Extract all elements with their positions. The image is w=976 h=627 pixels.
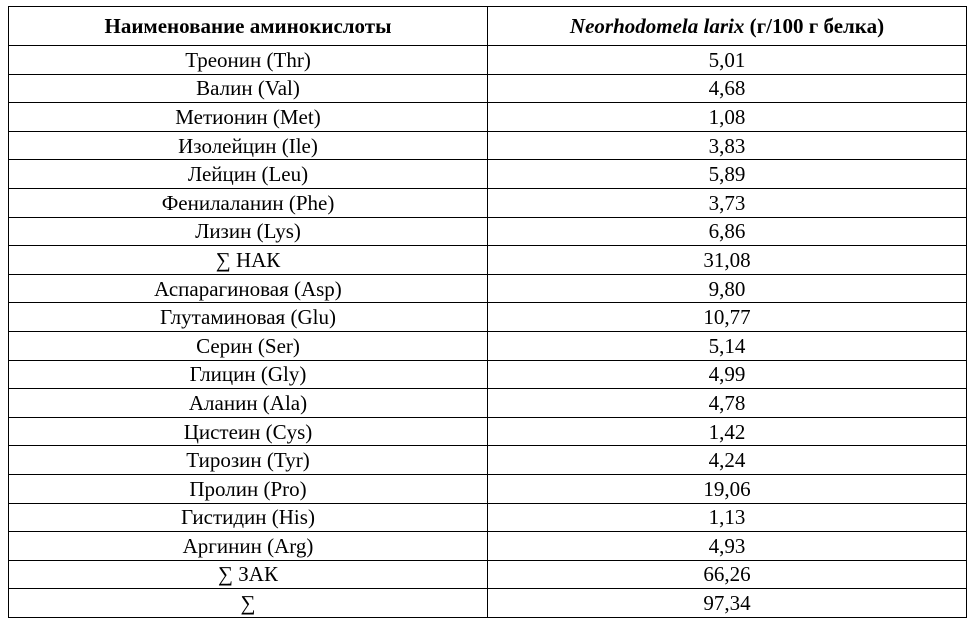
amino-acid-name-cell: Лизин (Lys) [9, 217, 488, 246]
amino-acid-name-cell: Глицин (Gly) [9, 360, 488, 389]
amino-acid-value-cell: 4,99 [488, 360, 967, 389]
header-species-content [488, 7, 967, 46]
amino-acid-value-cell: 6,86 [488, 217, 967, 246]
amino-acid-name-cell: Глутаминовая (Glu) [9, 303, 488, 332]
table-row [9, 274, 967, 303]
amino-acid-name-cell: Цистеин (Cys) [9, 417, 488, 446]
amino-acid-name-cell: Гистидин (His) [9, 503, 488, 532]
amino-acid-value-cell: 3,83 [488, 131, 967, 160]
table-row [9, 474, 967, 503]
header-amino-acid-name: Наименование аминокислоты [9, 7, 488, 46]
table-row [9, 532, 967, 561]
amino-acid-name-cell: Аспарагиновая (Asp) [9, 274, 488, 303]
table-row [9, 131, 967, 160]
table-row [9, 303, 967, 332]
amino-acid-value-cell: 5,01 [488, 46, 967, 75]
amino-acid-name-cell: Лейцин (Leu) [9, 160, 488, 189]
amino-acid-value-cell: 4,68 [488, 74, 967, 103]
amino-acid-name-cell: Серин (Ser) [9, 331, 488, 360]
amino-acid-name-cell: Аланин (Ala) [9, 389, 488, 418]
amino-acid-value-cell: 1,08 [488, 103, 967, 132]
amino-acid-value-cell: 9,80 [488, 274, 967, 303]
table-row [9, 188, 967, 217]
table-row [9, 46, 967, 75]
amino-acid-name-cell: ∑ НАК [9, 246, 488, 275]
table-row [9, 331, 967, 360]
amino-acid-name-cell: Валин (Val) [9, 74, 488, 103]
table-header [9, 7, 967, 46]
amino-acid-value-cell: 19,06 [488, 474, 967, 503]
amino-acid-name-cell: Фенилаланин (Phe) [9, 188, 488, 217]
amino-acid-table [8, 6, 967, 618]
amino-acid-name-cell: ∑ [9, 589, 488, 618]
amino-acid-name-cell: ∑ ЗАК [9, 560, 488, 589]
table-row [9, 360, 967, 389]
header-unit: (г/100 г белка) [744, 14, 885, 38]
amino-acid-name-cell: Метионин (Met) [9, 103, 488, 132]
table-row [9, 417, 967, 446]
amino-acid-value-cell: 5,14 [488, 331, 967, 360]
table-row [9, 217, 967, 246]
table-body [9, 46, 967, 618]
amino-acid-value-cell: 10,77 [488, 303, 967, 332]
amino-acid-name-cell: Пролин (Pro) [9, 474, 488, 503]
amino-acid-name-cell: Треонин (Thr) [9, 46, 488, 75]
amino-acid-value-cell: 3,73 [488, 188, 967, 217]
table-row [9, 560, 967, 589]
table-row [9, 446, 967, 475]
table-row [9, 103, 967, 132]
table-row [9, 246, 967, 275]
amino-acid-value-cell: 4,78 [488, 389, 967, 418]
amino-acid-value-cell: 31,08 [488, 246, 967, 275]
table-row [9, 160, 967, 189]
amino-acid-name-cell: Тирозин (Tyr) [9, 446, 488, 475]
amino-acid-value-cell: 97,34 [488, 589, 967, 618]
amino-acid-value-cell: 4,24 [488, 446, 967, 475]
amino-acid-name-cell: Изолейцин (Ile) [9, 131, 488, 160]
amino-acid-name-cell: Аргинин (Arg) [9, 532, 488, 561]
amino-acid-value-cell: 66,26 [488, 560, 967, 589]
table-row [9, 74, 967, 103]
table-row [9, 389, 967, 418]
header-species-name: Neorhodomela larix [569, 14, 745, 38]
amino-acid-value-cell: 1,13 [488, 503, 967, 532]
amino-acid-value-cell: 1,42 [488, 417, 967, 446]
header-row [9, 7, 967, 46]
amino-acid-value-cell: 4,93 [488, 532, 967, 561]
table-row [9, 503, 967, 532]
table-row [9, 589, 967, 618]
amino-acid-value-cell: 5,89 [488, 160, 967, 189]
